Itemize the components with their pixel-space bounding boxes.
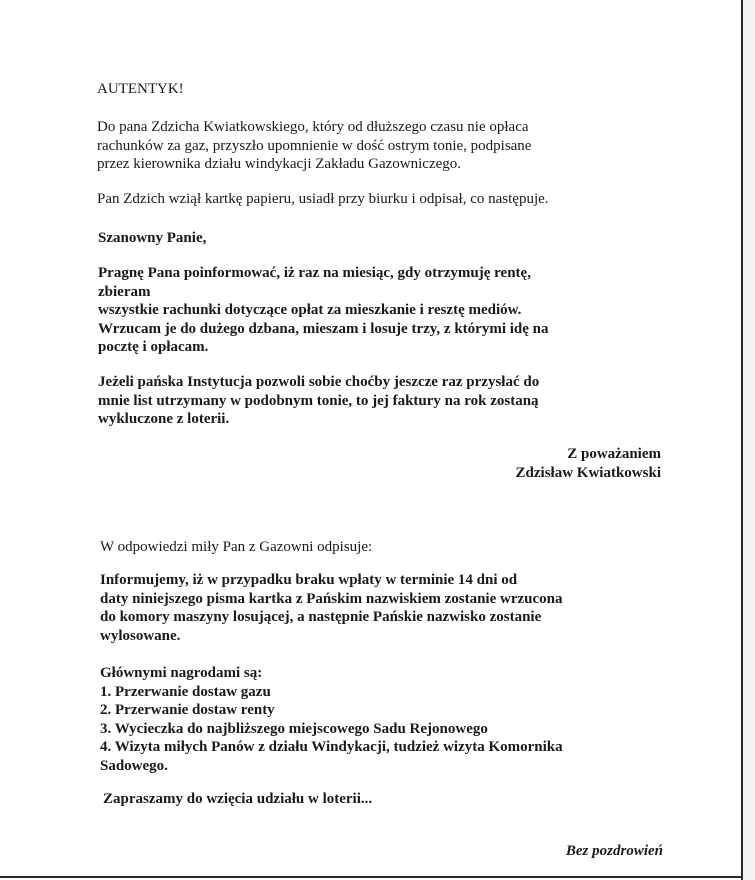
paragraph-line: Pragnę Pana poinformować, iż raz na miesiąc, gdy otrzymuję rentę, [98, 265, 531, 281]
window-background [743, 0, 755, 880]
intro-line: przez kierownika działu windykacji Zakładu Gazowniczego. [97, 156, 462, 172]
prize-item: 4. Wizyta miłych Panów z działu Windykacji, tudzież wizyta Komornika [100, 739, 563, 755]
signoff: Z poważaniem [567, 446, 661, 462]
letter-paragraph-2 [98, 373, 539, 429]
heading: AUTENTYK! [97, 81, 184, 97]
paragraph-line: zbieram [98, 283, 151, 300]
prizes-list [100, 664, 563, 775]
paragraph-line: Wrzucam je do dużego dzbana, mieszam i losuje trzy, z którymi idę na [98, 320, 549, 337]
paragraph-line: mnie list utrzymany w podobnym tonie, to jej faktury na rok zostaną [98, 392, 539, 409]
paragraph-line: wszystkie rachunki dotyczące opłat za mieszkanie i resztę mediów. [98, 302, 522, 318]
intro-line: Do pana Zdzicha Kwiatkowskiego, który od dłuższego czasu nie opłaca [97, 119, 529, 135]
response-paragraph [100, 571, 563, 645]
page-edge-bottom [0, 876, 743, 878]
paragraph-line: wylosowane. [100, 627, 181, 644]
paragraph-line: do komory maszyny losującej, a następnie Pańskie nazwisko zostanie [100, 609, 542, 625]
prize-item: 3. Wycieczka do najbliższego miejscowego Sadu Rejonowego [100, 720, 488, 737]
paragraph-line: Informujemy, iż w przypadku braku wpłaty w terminie 14 dni od [100, 572, 518, 588]
paragraph-line: daty niniejszego pisma kartka z Pańskim nazwiskiem zostanie wrzucona [100, 590, 563, 607]
closing: Bez pozdrowień [565, 843, 663, 859]
reply-intro: Pan Zdzich wziął kartkę papieru, usiadł przy biurku i odpisał, co następuje. [97, 191, 549, 207]
prize-item: 1. Przerwanie dostaw gazu [100, 683, 271, 700]
invitation: Zapraszamy do wzięcia udziału w loterii... [103, 791, 373, 807]
prizes-heading: Głównymi nagrodami są: [100, 665, 263, 681]
paragraph-line: pocztę i opłacam. [98, 339, 209, 355]
paragraph-line: wykluczone z loterii. [98, 411, 230, 427]
letter-paragraph-1 [98, 264, 549, 357]
salutation: Szanowny Panie, [98, 230, 207, 246]
intro-paragraph [97, 118, 531, 174]
prize-item: 2. Przerwanie dostaw renty [100, 702, 275, 718]
intro-line: rachunków za gaz, przyszło upomnienie w dość ostrym tonie, podpisane [97, 137, 532, 154]
signature: Zdzisław Kwiatkowski [515, 464, 661, 481]
prize-item: Sadowego. [100, 757, 168, 774]
signature-block [516, 445, 661, 482]
paragraph-line: Jeżeli pańska Instytucja pozwoli sobie choćby jeszcze raz przysłać do [98, 374, 540, 390]
response-intro: W odpowiedzi miły Pan z Gazowni odpisuje: [100, 539, 373, 555]
